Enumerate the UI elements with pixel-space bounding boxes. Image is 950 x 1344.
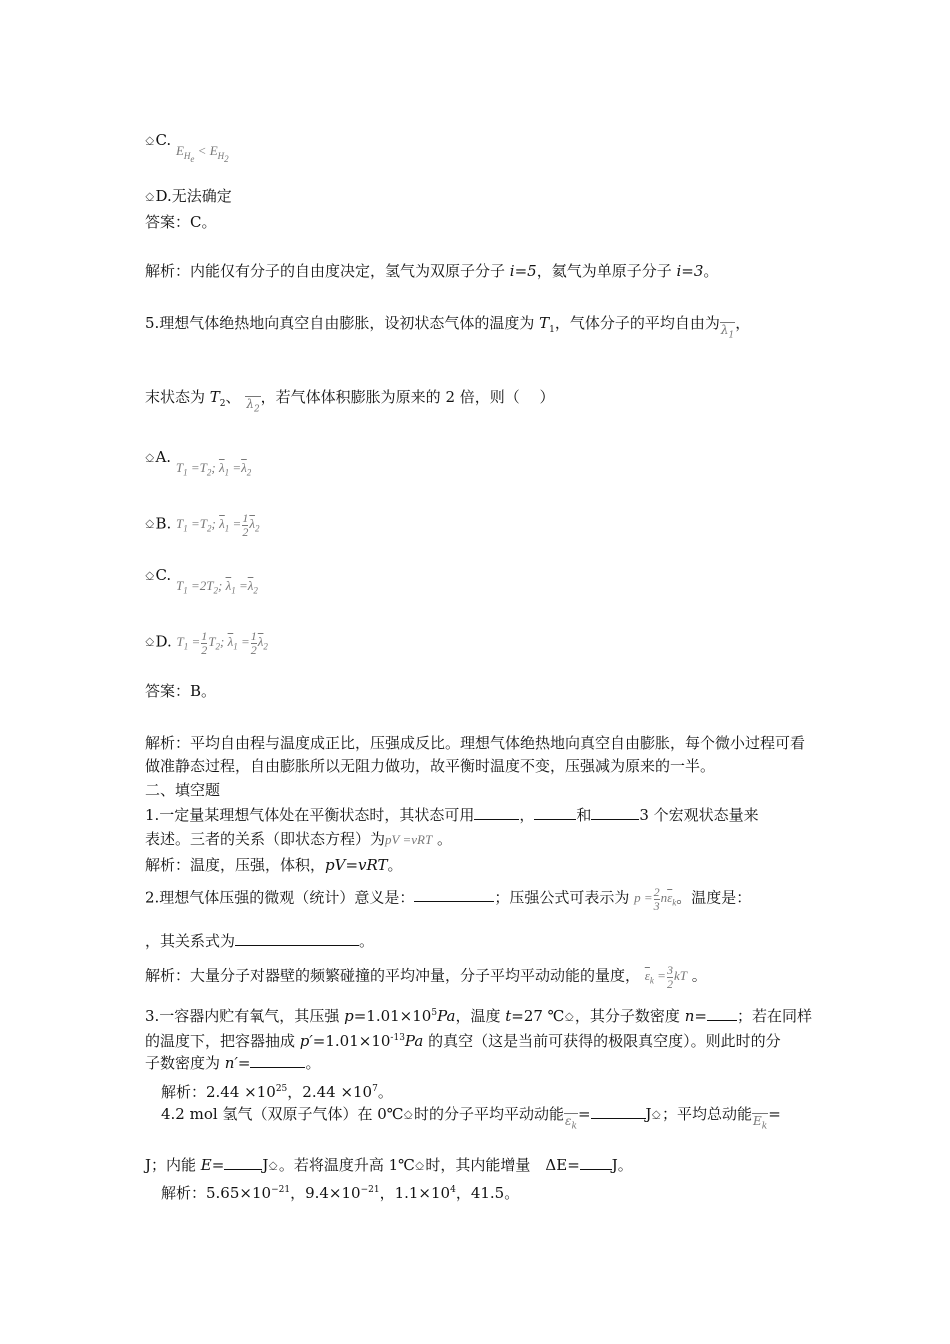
fill-4-line1: 4.2 mol 氢气（双原子气体）在 0℃⎐时的分子平均平动动能$\varepsilon_k=$ J⎐；平均总动能$E_k=$ [161, 1105, 781, 1132]
answer-4: 答案：C。 [145, 213, 217, 231]
fill-1-line2: 表述。三者的关系（即状态方程）为pV =vRT 。 [145, 830, 452, 848]
option-5a-formula: $T_1 =T_2$; $\overline{\lambda}_1 =\overline{\lambda}_2$ [175, 460, 252, 478]
glyph-icon: ⎐ [145, 569, 155, 583]
glyph-icon: ⎐ [564, 1010, 574, 1024]
fill-1-analysis: 解析：温度，压强，体积，pV=vRT。 [145, 856, 403, 874]
fill-1-line1: 1.一定量某理想气体处在平衡状态时，其状态可用 ， 和 3 个宏观状态量来 [145, 806, 759, 824]
blank[interactable] [591, 1104, 646, 1119]
section-fill-in-title: 二、填空题 [145, 781, 221, 799]
option-4c: ⎐C. $E_{H_e} < E_{H_2}$ [145, 131, 229, 164]
blank[interactable] [707, 1006, 737, 1021]
pressure-formula: p = $\frac{2}{3}$ $n\overline{\varepsilon}_k$ [634, 885, 677, 913]
blank[interactable] [474, 805, 519, 820]
fill-2-line1: 2.理想气体压强的微观（统计）意义是： ；压强公式可表示为 p = $\frac{2}{3}$ $n\overline{\varepsilon}_k$。温度是： [145, 885, 752, 913]
blank[interactable] [235, 931, 359, 946]
fill-4-line2: J；内能 E= J⎐。若将温度升高 1℃⎐时，其内能增量 ΔE= J。 [145, 1156, 633, 1174]
blank[interactable] [580, 1155, 612, 1170]
option-5c: ⎐C. $T_1 =2T_2$; $\overline{\lambda}_1 =\overline{\lambda}_2$ [145, 566, 258, 596]
glyph-icon: ⎐ [145, 517, 155, 532]
fill-3-line2: 的温度下，把容器抽成 $p'=1.01\times 10^{-13}Pa$ 的真空（这是当前可获得的极限真空度）。则此时的分 [145, 1032, 781, 1050]
fill-2-line2: ，其关系式为 。 [145, 932, 375, 950]
lambda1-formula: $\lambda_1$ [720, 323, 735, 341]
option-5d: ⎐D. $T_1$ = $\frac{1}{2}$ $T_2$; $\overline{\lambda}_1$ = $\frac{1}{2}$ $\overline{\lambda}_2$ [145, 629, 268, 657]
option-5b-formula: $T_1 =T_2$; $\overline{\lambda}_1$ = $\frac{1}{2}$ $\overline{\lambda}_2$ [176, 511, 260, 539]
question-5-line1: 5.理想气体绝热地向真空自由膨胀，设初状态气体的温度为 $T_1$，气体分子的平均自由为$\lambda_1$， [145, 314, 751, 341]
avg-translational-ke: $\varepsilon_k$ [565, 1114, 577, 1132]
blank[interactable] [414, 887, 494, 902]
fill-3-line1: 3.一容器内贮有氧气，其压强 $p=1.01\times 10^5Pa$，温度 t=27 ℃⎐，其分子数密度 n= ；若在同样 [145, 1007, 812, 1025]
glyph-icon: ⎐ [414, 1159, 425, 1173]
analysis-5: 解析：平均自由程与温度成正比，压强成反比。理想气体绝热地向真空自由膨胀，每个微小过程可看做准静态过程，自由膨胀所以无阻力做功，故平衡时温度不变，压强减为原来的一半。 [145, 734, 806, 775]
fill-3-line3: 子数密度为 n′= 。 [145, 1054, 321, 1072]
glyph-icon: ⎐ [145, 134, 155, 148]
fill-2-analysis: 解析：大量分子对器壁的频繁碰撞的平均冲量，分子平均平动动能的量度， $\overline{\varepsilon}_k$ = $\frac{3}{2}$ kT 。 [145, 963, 707, 991]
kinetic-energy-formula: $\overline{\varepsilon}_k$ = $\frac{3}{2}$ kT [644, 963, 687, 991]
option-5c-formula: $T_1 =2T_2$; $\overline{\lambda}_1 =\overline{\lambda}_2$ [175, 578, 258, 596]
glyph-icon: ⎐ [145, 635, 155, 650]
option-4c-formula: $E_{H_e} < E_{H_2}$ [175, 143, 229, 164]
option-5a: ⎐A. $T_1 =T_2$; $\overline{\lambda}_1 =\overline{\lambda}_2$ [145, 448, 252, 478]
question-5-line2: 末状态为 $T_2$、 $\lambda_2$，若气体体积膨胀为原来的 2 倍，则（ ） [145, 388, 555, 415]
fill-4-analysis: 解析：$5.65\times 10^{-21}$，$9.4\times 10^{-21}$，$1.1\times 10^4$，41.5。 [161, 1184, 520, 1202]
option-4d: ⎐D.无法确定 [145, 187, 232, 205]
glyph-icon: ⎐ [651, 1108, 662, 1122]
option-5b: ⎐B. $T_1 =T_2$; $\overline{\lambda}_1$ = $\frac{1}{2}$ $\overline{\lambda}_2$ [145, 511, 260, 539]
option-5d-formula: $T_1$ = $\frac{1}{2}$ $T_2$; $\overline{\lambda}_1$ = $\frac{1}{2}$ $\overline{\lambda}_2$ [176, 629, 268, 657]
blank[interactable] [534, 805, 576, 820]
lambda2-formula: $\lambda_2$ [246, 397, 260, 415]
avg-total-ke: $E_k$ [753, 1114, 768, 1132]
glyph-icon: ⎐ [268, 1159, 278, 1173]
glyph-icon: ⎐ [145, 190, 155, 204]
glyph-icon: ⎐ [145, 451, 155, 465]
blank[interactable] [591, 805, 639, 820]
blank[interactable] [224, 1155, 262, 1170]
blank[interactable] [250, 1053, 305, 1068]
fill-3-analysis: 解析：$2.44 \times 10^{25}$，$2.44 \times 10^7$。 [161, 1083, 393, 1101]
analysis-4: 解析：内能仅有分子的自由度决定，氢气为双原子分子 i=5，氦气为单原子分子 i=3。 [145, 262, 719, 280]
glyph-icon: ⎐ [403, 1108, 414, 1122]
answer-5: 答案：B。 [145, 682, 217, 700]
